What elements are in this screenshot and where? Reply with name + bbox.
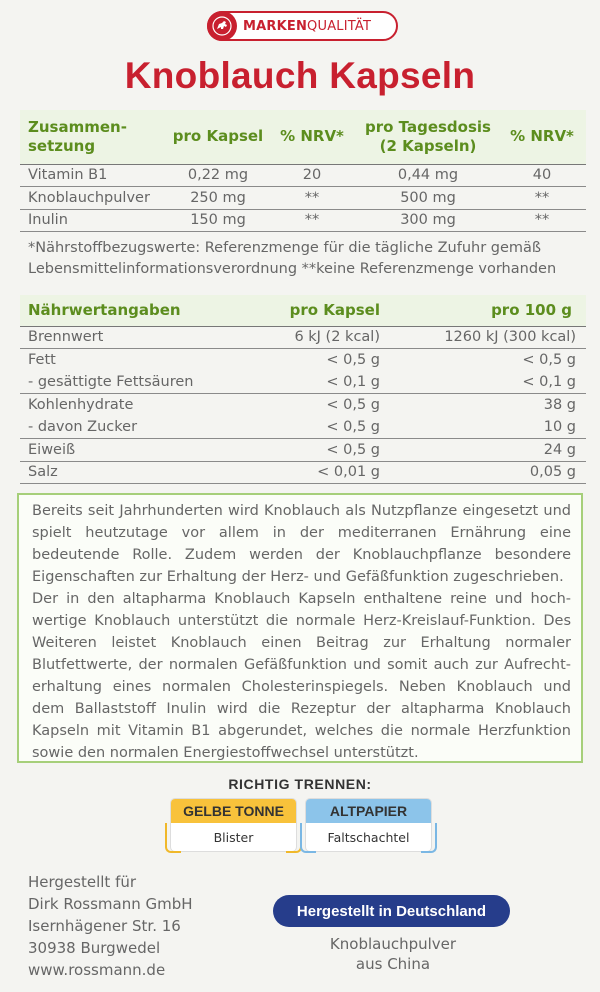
cell: 150 mg [170, 209, 266, 232]
footnote-line-2: Lebensmittelinformationsverordnung **keine Referenzmenge vorhanden [28, 261, 557, 277]
cell: 10 g [543, 419, 576, 435]
table-row [20, 439, 586, 462]
footnote-line-1: *Nährstoffbezugswerte: Referenzmenge für die tägliche Zufuhr gemäß [28, 240, 542, 256]
rossmann-horse-logo-icon [207, 11, 237, 41]
cell: Vitamin B1 [20, 164, 170, 187]
cell: - davon Zucker [28, 419, 138, 435]
cell: 20 [266, 164, 358, 187]
col-zusammensetzung: Zusammen-setzung [20, 110, 170, 164]
cell: ** [498, 209, 586, 232]
cell: 300 mg [358, 209, 498, 232]
bin-item: Faltschachtel [327, 829, 410, 845]
cell: < 0,5 g [250, 394, 390, 417]
marken-qualitaet-badge [207, 11, 398, 41]
cell: 0,22 mg [170, 164, 266, 187]
address-line: Hergestellt für [28, 873, 137, 891]
cell: < 0,01 g [250, 461, 390, 484]
cell: Inulin [20, 209, 170, 232]
composition-header-row [20, 110, 586, 164]
product-title: Knoblauch Kapseln [124, 55, 476, 96]
cell: Kohlenhydrate [20, 394, 250, 417]
nutrition-header-row [20, 295, 586, 326]
table-row [20, 187, 586, 210]
cell: Fett [20, 349, 250, 372]
table-row [20, 416, 586, 439]
table-row [20, 371, 586, 394]
bin-item: Blister [213, 829, 254, 845]
info-paragraph-1: Bereits seit Jahrhunderten wird Knoblauch als Nutzpflanze eingesetzt und spielt heutzutage vor allem in der mediterranen Ernährung eine bedeutende Rolle. Zudem werden der Knoblauchpflanze besondere Eigenschaften zur Erhaltung der Herz- und Gefäßfunktion zugeschrieben. [32, 503, 571, 585]
bin-name: ALTPAPIER [306, 799, 431, 823]
cell: Knoblauchpulver [20, 187, 170, 210]
table-row [20, 164, 586, 187]
table-row [20, 461, 586, 484]
origin-note [300, 934, 486, 974]
col-pro-kapsel: pro Kapsel [170, 110, 266, 164]
col-pro-100g: pro 100 g [390, 295, 586, 326]
website-text: www.rossmann.de [28, 961, 166, 979]
cell: 24 g [390, 439, 586, 462]
cell: ** [498, 187, 586, 210]
address-line: Dirk Rossmann GmbH [28, 895, 193, 913]
info-text [32, 500, 571, 764]
cell: 38 g [390, 394, 586, 417]
address-line: Isernhägener Str. 16 [28, 917, 181, 935]
bin-name: GELBE TONNE [171, 799, 296, 823]
table-row [20, 326, 586, 349]
product-info-box [17, 493, 583, 763]
cell: 40 [498, 164, 586, 187]
col-nrv: % NRV* [266, 110, 358, 164]
origin-line-2: aus China [355, 955, 431, 973]
cell: < 0,5 g [390, 349, 586, 372]
nrv-footnote [28, 238, 588, 280]
badge-rest: QUALITÄT [307, 18, 372, 34]
cell: ** [266, 187, 358, 210]
cell: < 0,1 g [326, 374, 380, 390]
manufacturer-address [28, 871, 193, 981]
bin-bracket-left-icon [165, 823, 181, 853]
col-pro-tagesdosis: pro Tagesdosis (2 Kapseln) [358, 110, 498, 164]
cell: < 0,5 g [250, 349, 390, 372]
badge-text [243, 19, 371, 34]
col-pro-kapsel: pro Kapsel [250, 295, 390, 326]
cell: 1260 kJ (300 kcal) [390, 326, 586, 349]
bin-bracket-right-icon [421, 823, 437, 853]
cell: - gesättigte Fettsäuren [28, 374, 194, 390]
cell: 250 mg [170, 187, 266, 210]
cell: ** [266, 209, 358, 232]
recycling-title: RICHTIG TRENNEN: [228, 776, 372, 792]
table-row [20, 394, 586, 417]
cell: 0,05 g [390, 461, 586, 484]
cell: Eiweiß [20, 439, 250, 462]
col-naehrwertangaben: Nährwertangaben [20, 295, 250, 326]
info-paragraph-2: Der in den altapharma Knoblauch Kapseln enthaltene reine und hochwertige Knoblauch unterstützt die normale Herz-Kreislauf-Funktion. Des Weiteren leistet Knoblauch einen Beitrag zur Erhaltung normaler Blutfettwerte, der normalen Gefäßfunktion und somit auch zur Aufrechterhaltung eines normalen Cholesterinspiegels. Neben Knoblauch und dem Ballaststoff Inulin wird die Rezeptur der altapharma Knoblauch Kapseln mit Vitamin B1 abgerundet, welches die normale Herzfunktion sowie den normalen Energiestoffwechsel unterstützt. [32, 591, 571, 761]
nutrition-table [20, 295, 586, 484]
cell: 6 kJ (2 kcal) [250, 326, 390, 349]
cell: 0,44 mg [358, 164, 498, 187]
recycling-bin-altpapier [306, 799, 431, 851]
cell: Salz [20, 461, 250, 484]
made-in-germany-badge: Hergestellt in Deutschland [273, 895, 510, 927]
cell: Brennwert [20, 326, 250, 349]
composition-table [20, 110, 586, 232]
address-line: 30938 Burgwedel [28, 939, 161, 957]
cell: < 0,5 g [250, 439, 390, 462]
bin-bracket-left-icon [300, 823, 316, 853]
table-row [20, 349, 586, 372]
origin-line-1: Knoblauchpulver [329, 935, 457, 953]
cell: < 0,5 g [326, 419, 380, 435]
cell: 500 mg [358, 187, 498, 210]
table-row [20, 209, 586, 232]
recycling-bin-gelbe-tonne [171, 799, 296, 851]
cell: < 0,1 g [522, 374, 576, 390]
col-nrv-2: % NRV* [498, 110, 586, 164]
badge-bold: MARKEN [243, 18, 308, 34]
